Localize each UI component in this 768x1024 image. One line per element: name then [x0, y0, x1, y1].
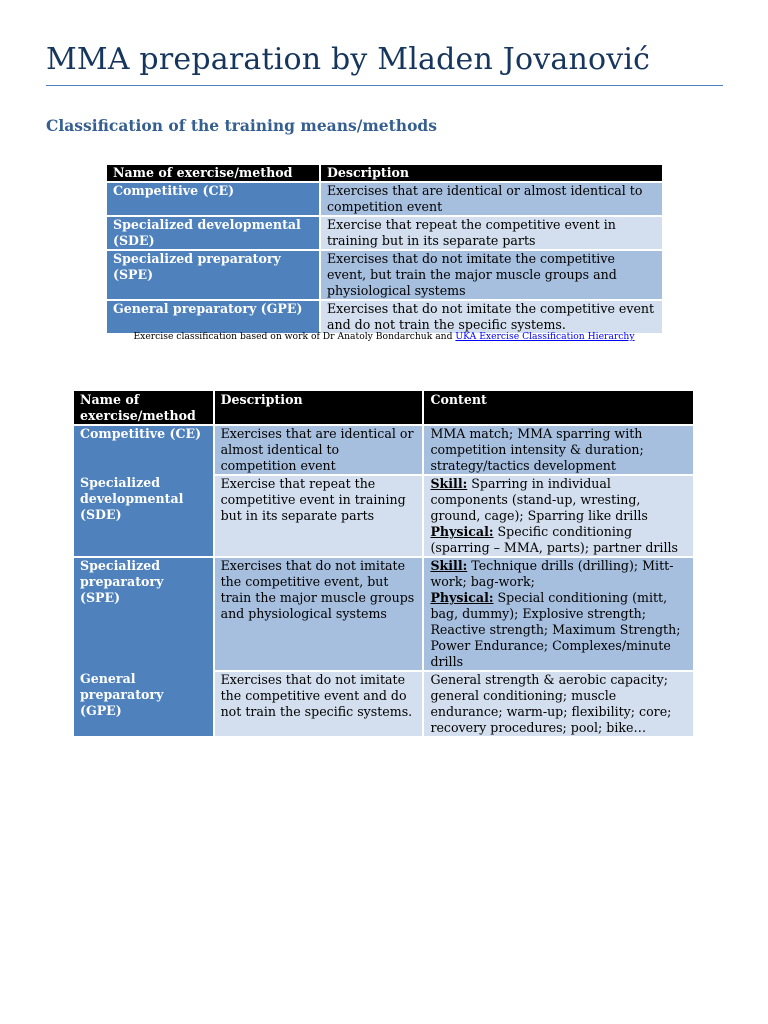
- method-description: Exercises that are identical or almost identical to competition event: [214, 425, 424, 475]
- table-row: [74, 475, 693, 557]
- method-content: [423, 557, 693, 671]
- header-description: Description: [214, 391, 424, 425]
- table-row: [74, 557, 693, 671]
- method-name: General preparatory (GPE): [74, 671, 214, 736]
- table-header-row: [107, 165, 662, 182]
- classification-table: [107, 165, 662, 333]
- header-description: Description: [320, 165, 662, 182]
- table-row: [74, 671, 693, 736]
- table-row: [107, 300, 662, 333]
- title-divider: [46, 85, 723, 86]
- method-name: Competitive (CE): [107, 182, 320, 216]
- method-description: Exercise that repeat the competitive event in training but in its separate parts: [214, 475, 424, 557]
- method-name: Specialized developmental (SDE): [74, 475, 214, 557]
- method-content: MMA match; MMA sparring with competition intensity & duration; strategy/tactics development: [423, 425, 693, 475]
- table-row: [107, 182, 662, 216]
- classification-content-table: [74, 391, 693, 736]
- method-description: Exercises that do not imitate the competitive event, but train the major muscle groups and physiological systems: [214, 557, 424, 671]
- physical-label: Physical:: [430, 524, 494, 539]
- skill-label: Skill:: [430, 558, 468, 573]
- method-name: Specialized developmental (SDE): [107, 216, 320, 250]
- table-row: [74, 425, 693, 475]
- uka-hierarchy-link[interactable]: UKA Exercise Classification Hierarchy: [455, 331, 635, 342]
- page-title: MMA preparation by Mladen Jovanović: [46, 42, 651, 77]
- method-description: Exercises that do not imitate the competitive event and do not train the specific systems.: [320, 300, 662, 333]
- caption-text: Exercise classification based on work of Dr Anatoly Bondarchuk and: [133, 331, 453, 342]
- header-name: Name of exercise/method: [74, 391, 214, 425]
- method-content: [423, 475, 693, 557]
- table-row: [107, 216, 662, 250]
- physical-text: Special conditioning (mitt, bag, dummy); Explosive strength; Reactive strength; Maximum Strength; Power Endurance; Complexes/minute drills: [430, 590, 681, 669]
- skill-label: Skill:: [430, 476, 468, 491]
- header-name: Name of exercise/method: [107, 165, 320, 182]
- method-description: Exercises that are identical or almost identical to competition event: [320, 182, 662, 216]
- table-caption: [0, 331, 768, 342]
- method-name: Competitive (CE): [74, 425, 214, 475]
- skill-text: Sparring in individual components (stand-up, wresting, ground, cage); Sparring like drills: [430, 476, 648, 523]
- physical-text: Specific conditioning (sparring – MMA, parts); partner drills: [430, 524, 678, 555]
- skill-text: Technique drills (drilling); Mitt-work; bag-work;: [430, 558, 674, 589]
- method-name: General preparatory (GPE): [107, 300, 320, 333]
- method-description: Exercises that do not imitate the competitive event and do not train the specific systems.: [214, 671, 424, 736]
- physical-label: Physical:: [430, 590, 494, 605]
- method-description: Exercises that do not imitate the competitive event, but train the major muscle groups and physiological systems: [320, 250, 662, 300]
- method-name: Specialized preparatory (SPE): [74, 557, 214, 671]
- method-description: Exercise that repeat the competitive event in training but in its separate parts: [320, 216, 662, 250]
- header-content: Content: [423, 391, 693, 425]
- method-name: Specialized preparatory (SPE): [107, 250, 320, 300]
- table-row: [107, 250, 662, 300]
- section-heading: Classification of the training means/methods: [46, 116, 437, 135]
- method-content: General strength & aerobic capacity; general conditioning; muscle endurance; warm-up; flexibility; core; recovery procedures; pool; bike…: [423, 671, 693, 736]
- table-header-row: [74, 391, 693, 425]
